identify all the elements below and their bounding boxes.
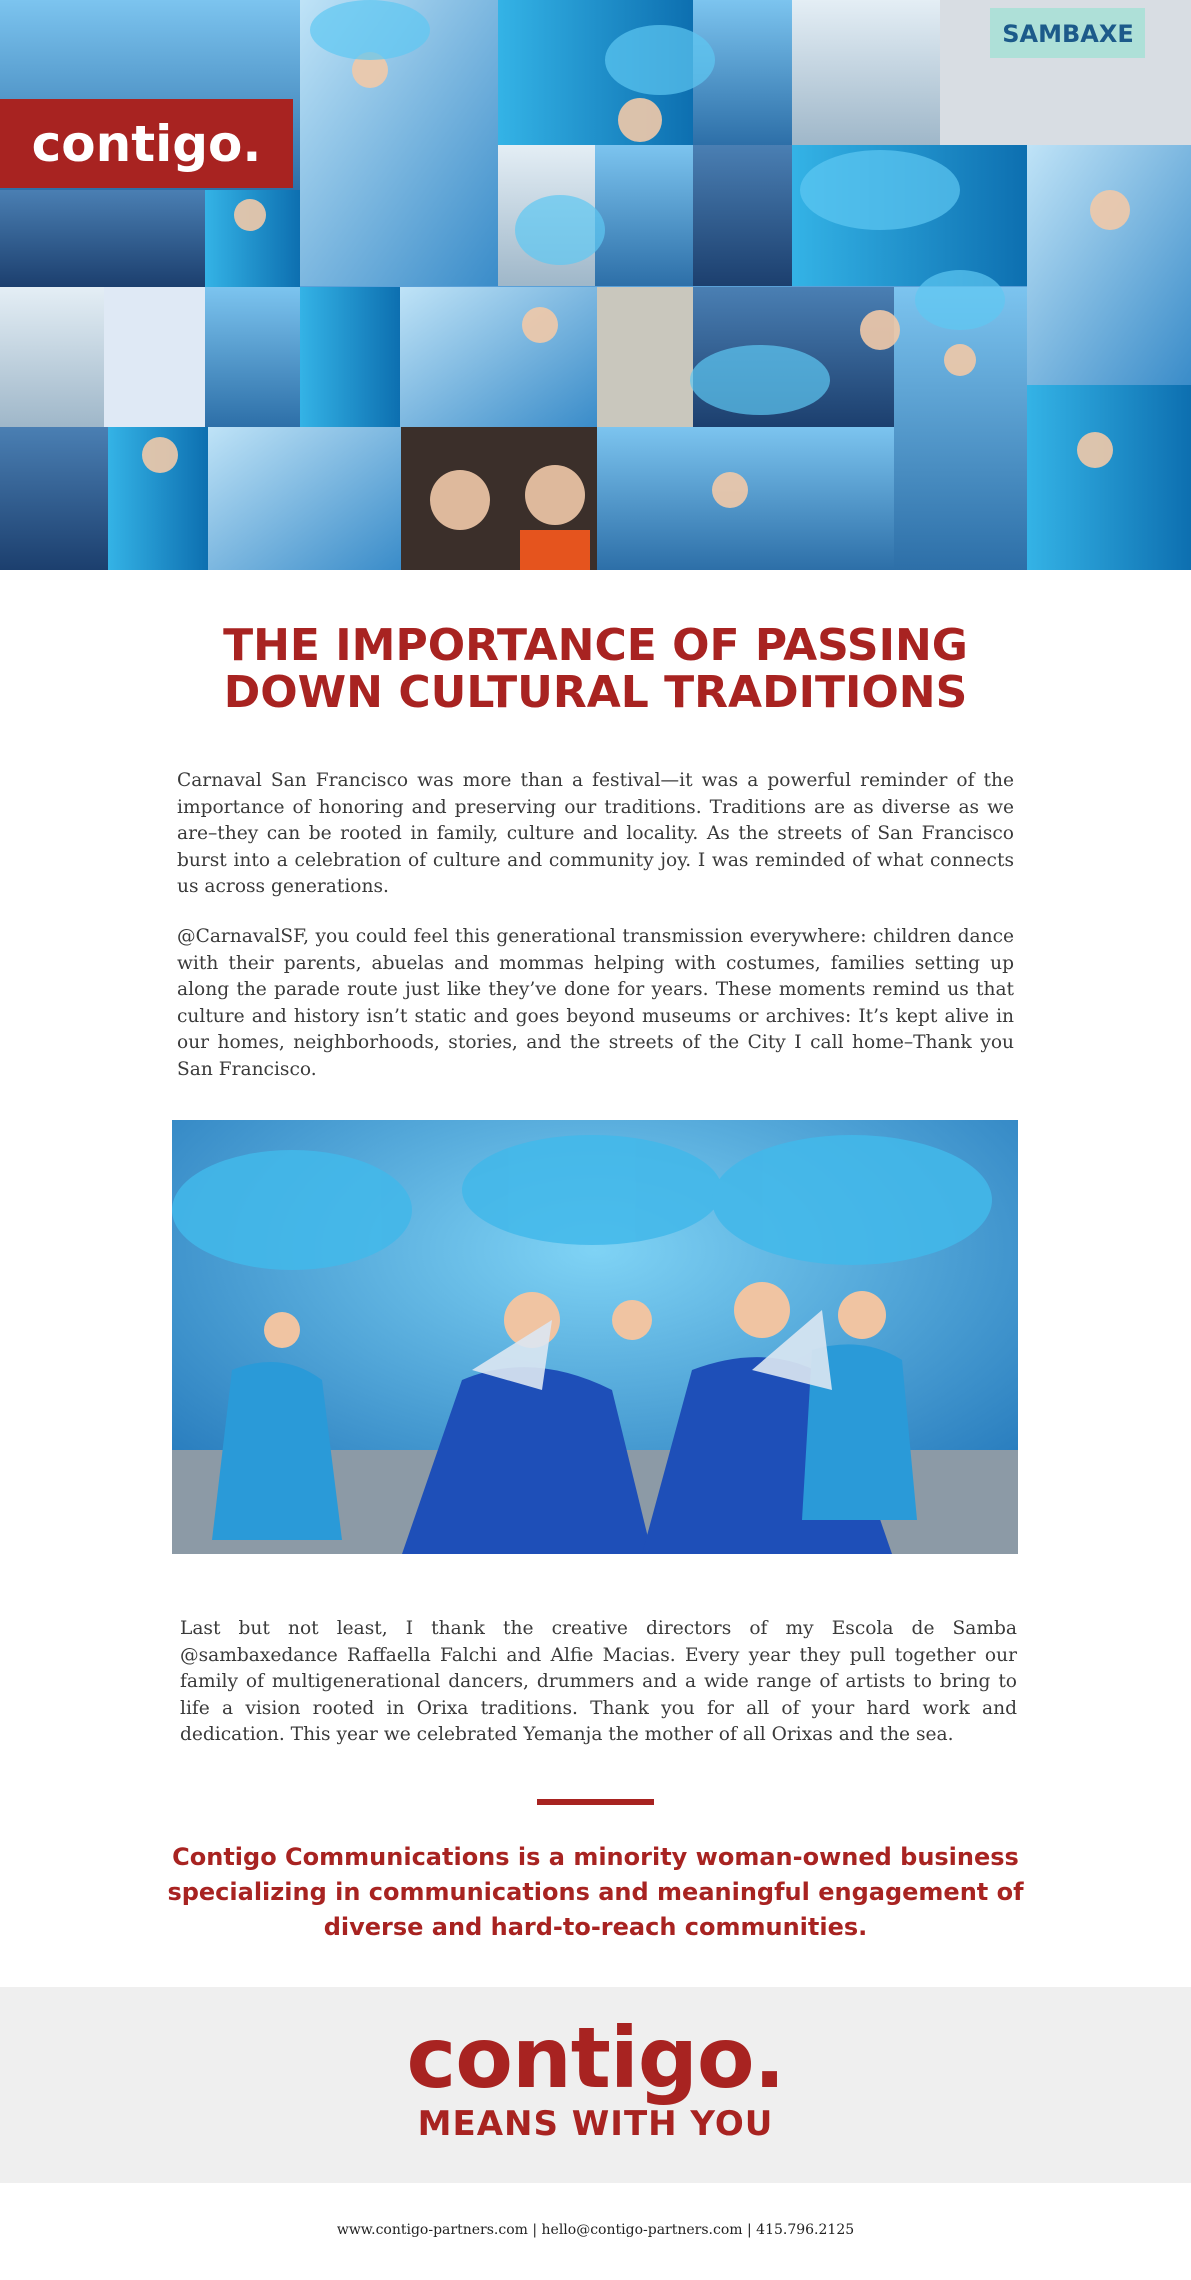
company-tagline: Contigo Communications is a minority woman-owned business specializing in communications and meaningful engagement of diverse and hard-to-reach communities. <box>167 1843 1024 1941</box>
email-link[interactable]: hello@contigo-partners.com <box>541 2222 743 2238</box>
paragraph-3: Last but not least, I thank the creative directors of my Escola de Samba @sambaxedance Raffaella Falchi and Alfie Macias. Every year they pull together our family of multigenerational dancers, drummers and a wide range of artists to bring to life a vision rooted in Orixa traditions. Thank you for all of your hard work and dedication. This year we celebrated Yemanja the mother of all Orixas and the sea. <box>180 1618 1017 1745</box>
parade-dancers-photo <box>172 1120 1018 1554</box>
sign-text: SAMBAXE <box>1002 20 1134 48</box>
footer-logo[interactable]: contigo. <box>406 2009 785 2107</box>
photo-collage <box>0 0 1191 570</box>
separator-1: | <box>532 2222 538 2238</box>
paragraph-2: @CarnavalSF, you could feel this generational transmission everywhere: children dance with their parents, abuelas and mommas helping with costumes, families setting up along the parade route just like they’ve done for years. These moments remind us that culture and history isn’t static and goes beyond museums or archives: It’s kept alive in our homes, neighborhoods, stories, and the streets of the City I call home–Thank you San Francisco. <box>177 926 1014 1080</box>
hero-photo <box>172 1120 1018 1554</box>
footer-subtitle: MEANS WITH YOU <box>417 2104 774 2144</box>
article-title <box>120 622 1071 716</box>
website-link[interactable]: www.contigo-partners.com <box>336 2222 528 2238</box>
title-line-1: THE IMPORTANCE OF PASSING <box>223 620 968 671</box>
contact-line <box>0 2222 1191 2238</box>
paragraph-1: Carnaval San Francisco was more than a festival—it was a powerful reminder of the importance of honoring and preserving our traditions. Traditions are as diverse as we are–they can be rooted in family, culture and locality. As the streets of San Francisco burst into a celebration of culture and community joy. I was reminded of what connects us across generations. <box>177 770 1014 897</box>
separator-2: | <box>746 2222 752 2238</box>
header-logo-text: contigo. <box>31 114 262 173</box>
phone-number[interactable]: 415.796.2125 <box>756 2222 855 2238</box>
title-line-2: DOWN CULTURAL TRADITIONS <box>223 667 968 718</box>
section-divider <box>537 1799 654 1805</box>
header-logo[interactable] <box>0 99 293 188</box>
collage-photos <box>0 0 1191 570</box>
